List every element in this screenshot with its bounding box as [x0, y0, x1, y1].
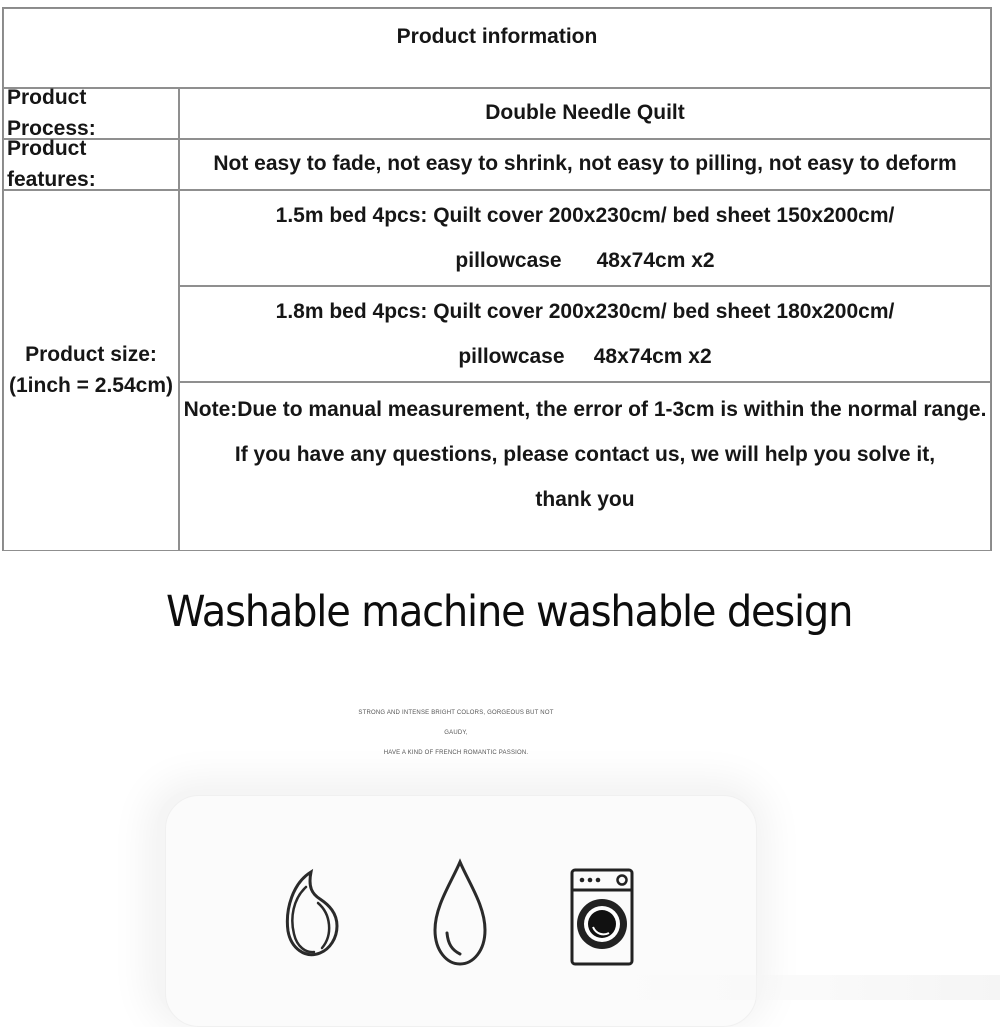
note-line1: Note:Due to manual measurement, the error of 1-3cm is within the normal range.: [183, 398, 987, 421]
small-description-line1: STRONG AND INTENSE BRIGHT COLORS, GORGEOUS BUT NOT GAUDY,: [358, 710, 554, 736]
water-drop-icon: [431, 858, 489, 970]
inch-conversion: (1inch = 2.54cm): [9, 373, 173, 397]
size-18m-cell: [179, 286, 991, 382]
small-description-line2: HAVE A KIND OF FRENCH ROMANTIC PASSION.: [383, 750, 529, 756]
size-15m-cell: [179, 190, 991, 286]
size-18m-line1: 1.8m bed 4pcs: Quilt cover 200x230cm/ bed sheet 180x200cm/: [275, 300, 895, 323]
size-18m-line2: pillowcase 48x74cm x2: [458, 345, 712, 368]
size-15m-line1: 1.5m bed 4pcs: Quilt cover 200x230cm/ bed sheet 150x200cm/: [275, 204, 895, 227]
product-size-label: Product size:: [25, 343, 157, 367]
product-features-label-cell: [3, 139, 179, 190]
washing-machine-icon: [569, 867, 635, 967]
product-information-table: [2, 7, 992, 551]
washable-design-heading: Washable machine washable design: [166, 587, 853, 637]
product-features-label: Product features:: [7, 137, 96, 191]
bottom-gradient: [620, 975, 1000, 1000]
product-process-value-cell: [179, 88, 991, 139]
note-cell: [179, 382, 991, 551]
product-process-label-cell: [3, 88, 179, 139]
product-size-label-cell: [3, 190, 179, 551]
size-15m-line2: pillowcase 48x74cm x2: [455, 249, 715, 272]
table-title: Product information: [396, 25, 598, 48]
note-line3: thank you: [535, 488, 635, 511]
table-title-cell: [3, 8, 991, 88]
product-process-label: Product Process:: [7, 86, 96, 140]
product-process-value: Double Needle Quilt: [485, 101, 685, 125]
product-features-value: Not easy to fade, not easy to shrink, not easy to pilling, not easy to deform: [213, 152, 957, 176]
note-line2: If you have any questions, please contact us, we will help you solve it,: [234, 443, 936, 466]
product-features-value-cell: [179, 139, 991, 190]
small-description: [355, 703, 557, 763]
soft-leaf-icon: [282, 865, 346, 965]
